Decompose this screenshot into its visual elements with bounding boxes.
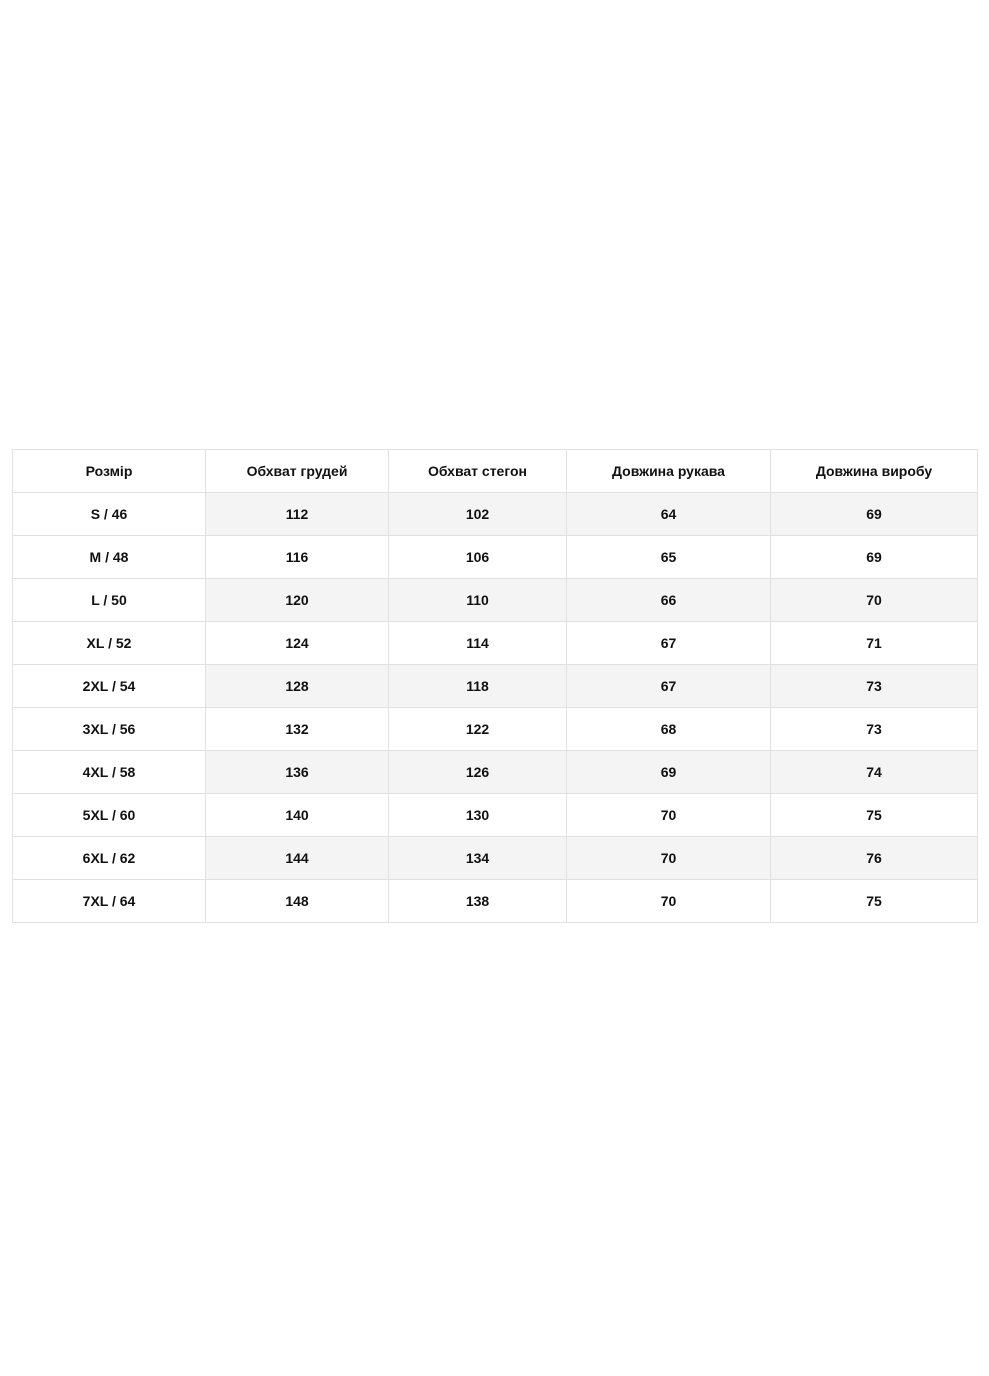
length-cell: 73 [771,708,978,751]
sleeve-cell: 66 [567,579,771,622]
hip-cell: 110 [389,579,567,622]
hip-cell: 114 [389,622,567,665]
chest-cell: 148 [206,880,389,923]
hip-cell: 106 [389,536,567,579]
length-cell: 70 [771,579,978,622]
header-size: Розмір [13,450,206,493]
table-row [13,751,978,794]
hip-cell: 118 [389,665,567,708]
header-garment-length: Довжина виробу [771,450,978,493]
table-row [13,622,978,665]
length-cell: 74 [771,751,978,794]
sleeve-cell: 70 [567,794,771,837]
chest-cell: 144 [206,837,389,880]
chest-cell: 116 [206,536,389,579]
sleeve-cell: 67 [567,665,771,708]
table-row [13,579,978,622]
size-cell: 3XL / 56 [13,708,206,751]
length-cell: 75 [771,794,978,837]
size-cell: M / 48 [13,536,206,579]
length-cell: 75 [771,880,978,923]
size-cell: 4XL / 58 [13,751,206,794]
sleeve-cell: 70 [567,837,771,880]
hip-cell: 102 [389,493,567,536]
sleeve-cell: 70 [567,880,771,923]
size-cell: 5XL / 60 [13,794,206,837]
length-cell: 76 [771,837,978,880]
size-cell: 7XL / 64 [13,880,206,923]
hip-cell: 138 [389,880,567,923]
length-cell: 71 [771,622,978,665]
chest-cell: 112 [206,493,389,536]
table-row [13,708,978,751]
sleeve-cell: 67 [567,622,771,665]
header-sleeve-length: Довжина рукава [567,450,771,493]
size-cell: 6XL / 62 [13,837,206,880]
header-chest-girth: Обхват грудей [206,450,389,493]
size-cell: 2XL / 54 [13,665,206,708]
table-row [13,665,978,708]
chest-cell: 128 [206,665,389,708]
chest-cell: 132 [206,708,389,751]
table-row [13,794,978,837]
hip-cell: 130 [389,794,567,837]
hip-cell: 134 [389,837,567,880]
length-cell: 69 [771,493,978,536]
size-cell: XL / 52 [13,622,206,665]
table-row [13,536,978,579]
chest-cell: 140 [206,794,389,837]
sleeve-cell: 64 [567,493,771,536]
table-header-row [13,450,978,493]
length-cell: 69 [771,536,978,579]
length-cell: 73 [771,665,978,708]
sleeve-cell: 68 [567,708,771,751]
table-row [13,837,978,880]
header-hip-girth: Обхват стегон [389,450,567,493]
hip-cell: 122 [389,708,567,751]
table-row [13,880,978,923]
size-cell: L / 50 [13,579,206,622]
chest-cell: 124 [206,622,389,665]
size-cell: S / 46 [13,493,206,536]
table-row [13,493,978,536]
chest-cell: 136 [206,751,389,794]
sleeve-cell: 69 [567,751,771,794]
size-chart-table [12,449,978,923]
chest-cell: 120 [206,579,389,622]
sleeve-cell: 65 [567,536,771,579]
hip-cell: 126 [389,751,567,794]
